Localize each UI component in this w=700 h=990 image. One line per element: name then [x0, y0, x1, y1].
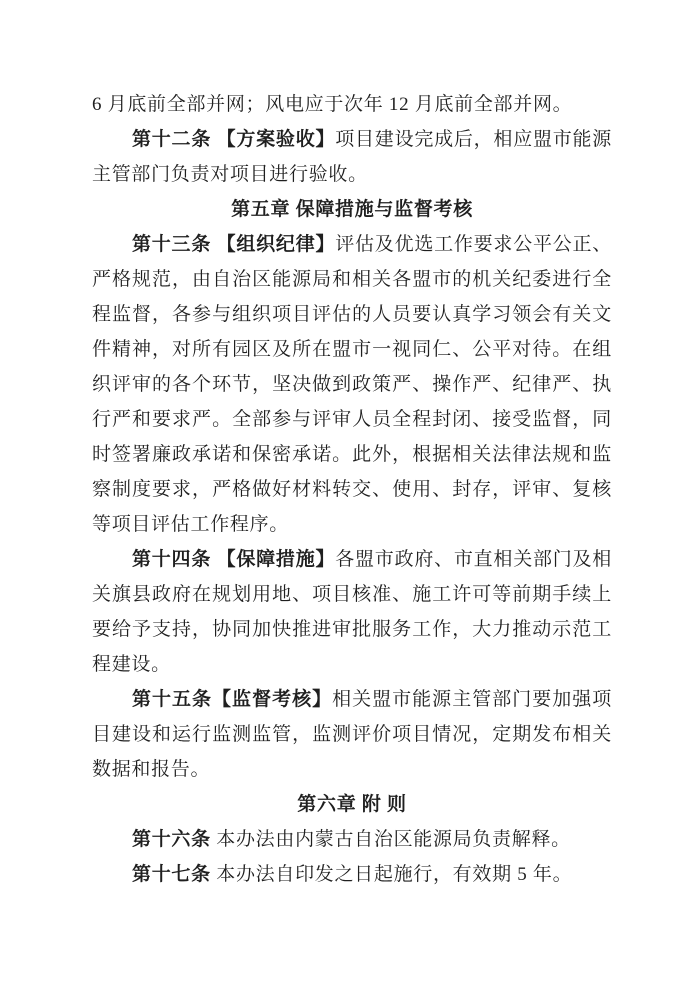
chapter-heading	[92, 192, 612, 227]
article-label: 第十五条【监督考核】	[132, 689, 333, 710]
paragraph	[92, 857, 612, 892]
article-label: 第十七条	[132, 864, 211, 885]
body-text: 6 月底前全部并网；风电应于次年 12 月底前全部并网。	[92, 94, 573, 115]
article-label: 第十三条 【组织纪律】	[132, 234, 336, 255]
paragraph	[92, 542, 612, 682]
body-text: 本办法自印发之日起施行，有效期 5 年。	[210, 864, 573, 885]
paragraph	[92, 822, 612, 857]
paragraph	[92, 227, 612, 542]
body-text: 项目建设完成后，相应盟市能源主管部门负责对项目进行验收。	[92, 129, 612, 185]
chapter-heading	[92, 787, 612, 822]
article-label: 第十六条	[132, 829, 211, 850]
body-text: 各盟市政府、市直相关部门及相关旗县政府在规划用地、项目核准、施工许可等前期手续上要给予支持，协同加快推进审批服务工作，大力推动示范工程建设。	[92, 549, 612, 675]
paragraph	[92, 122, 612, 192]
article-label: 第十四条 【保障措施】	[132, 549, 336, 570]
article-label: 第五章 保障措施与监督考核	[231, 199, 473, 220]
paragraph	[92, 682, 612, 787]
paragraph	[92, 87, 612, 122]
body-text: 评估及优选工作要求公平公正、严格规范，由自治区能源局和相关各盟市的机关纪委进行全程监督，各参与组织项目评估的人员要认真学习领会有关文件精神，对所有园区及所在盟市一视同仁、公平对待。在组织评审的各个环节，坚决做到政策严、操作严、纪律严、执行严和要求严。全部参与评审人员全程封闭、接受监督，同时签署廉政承诺和保密承诺。此外，根据相关法律法规和监察制度要求，严格做好材料转交、使用、封存，评审、复核等项目评估工作程序。	[92, 234, 612, 535]
article-label: 第六章 附 则	[297, 794, 407, 815]
document-body	[92, 87, 612, 892]
article-label: 第十二条 【方案验收】	[132, 129, 336, 150]
body-text: 本办法由内蒙古自治区能源局负责解释。	[210, 829, 571, 850]
body-text: 相关盟市能源主管部门要加强项目建设和运行监测监管，监测评价项目情况，定期发布相关数据和报告。	[92, 689, 612, 780]
